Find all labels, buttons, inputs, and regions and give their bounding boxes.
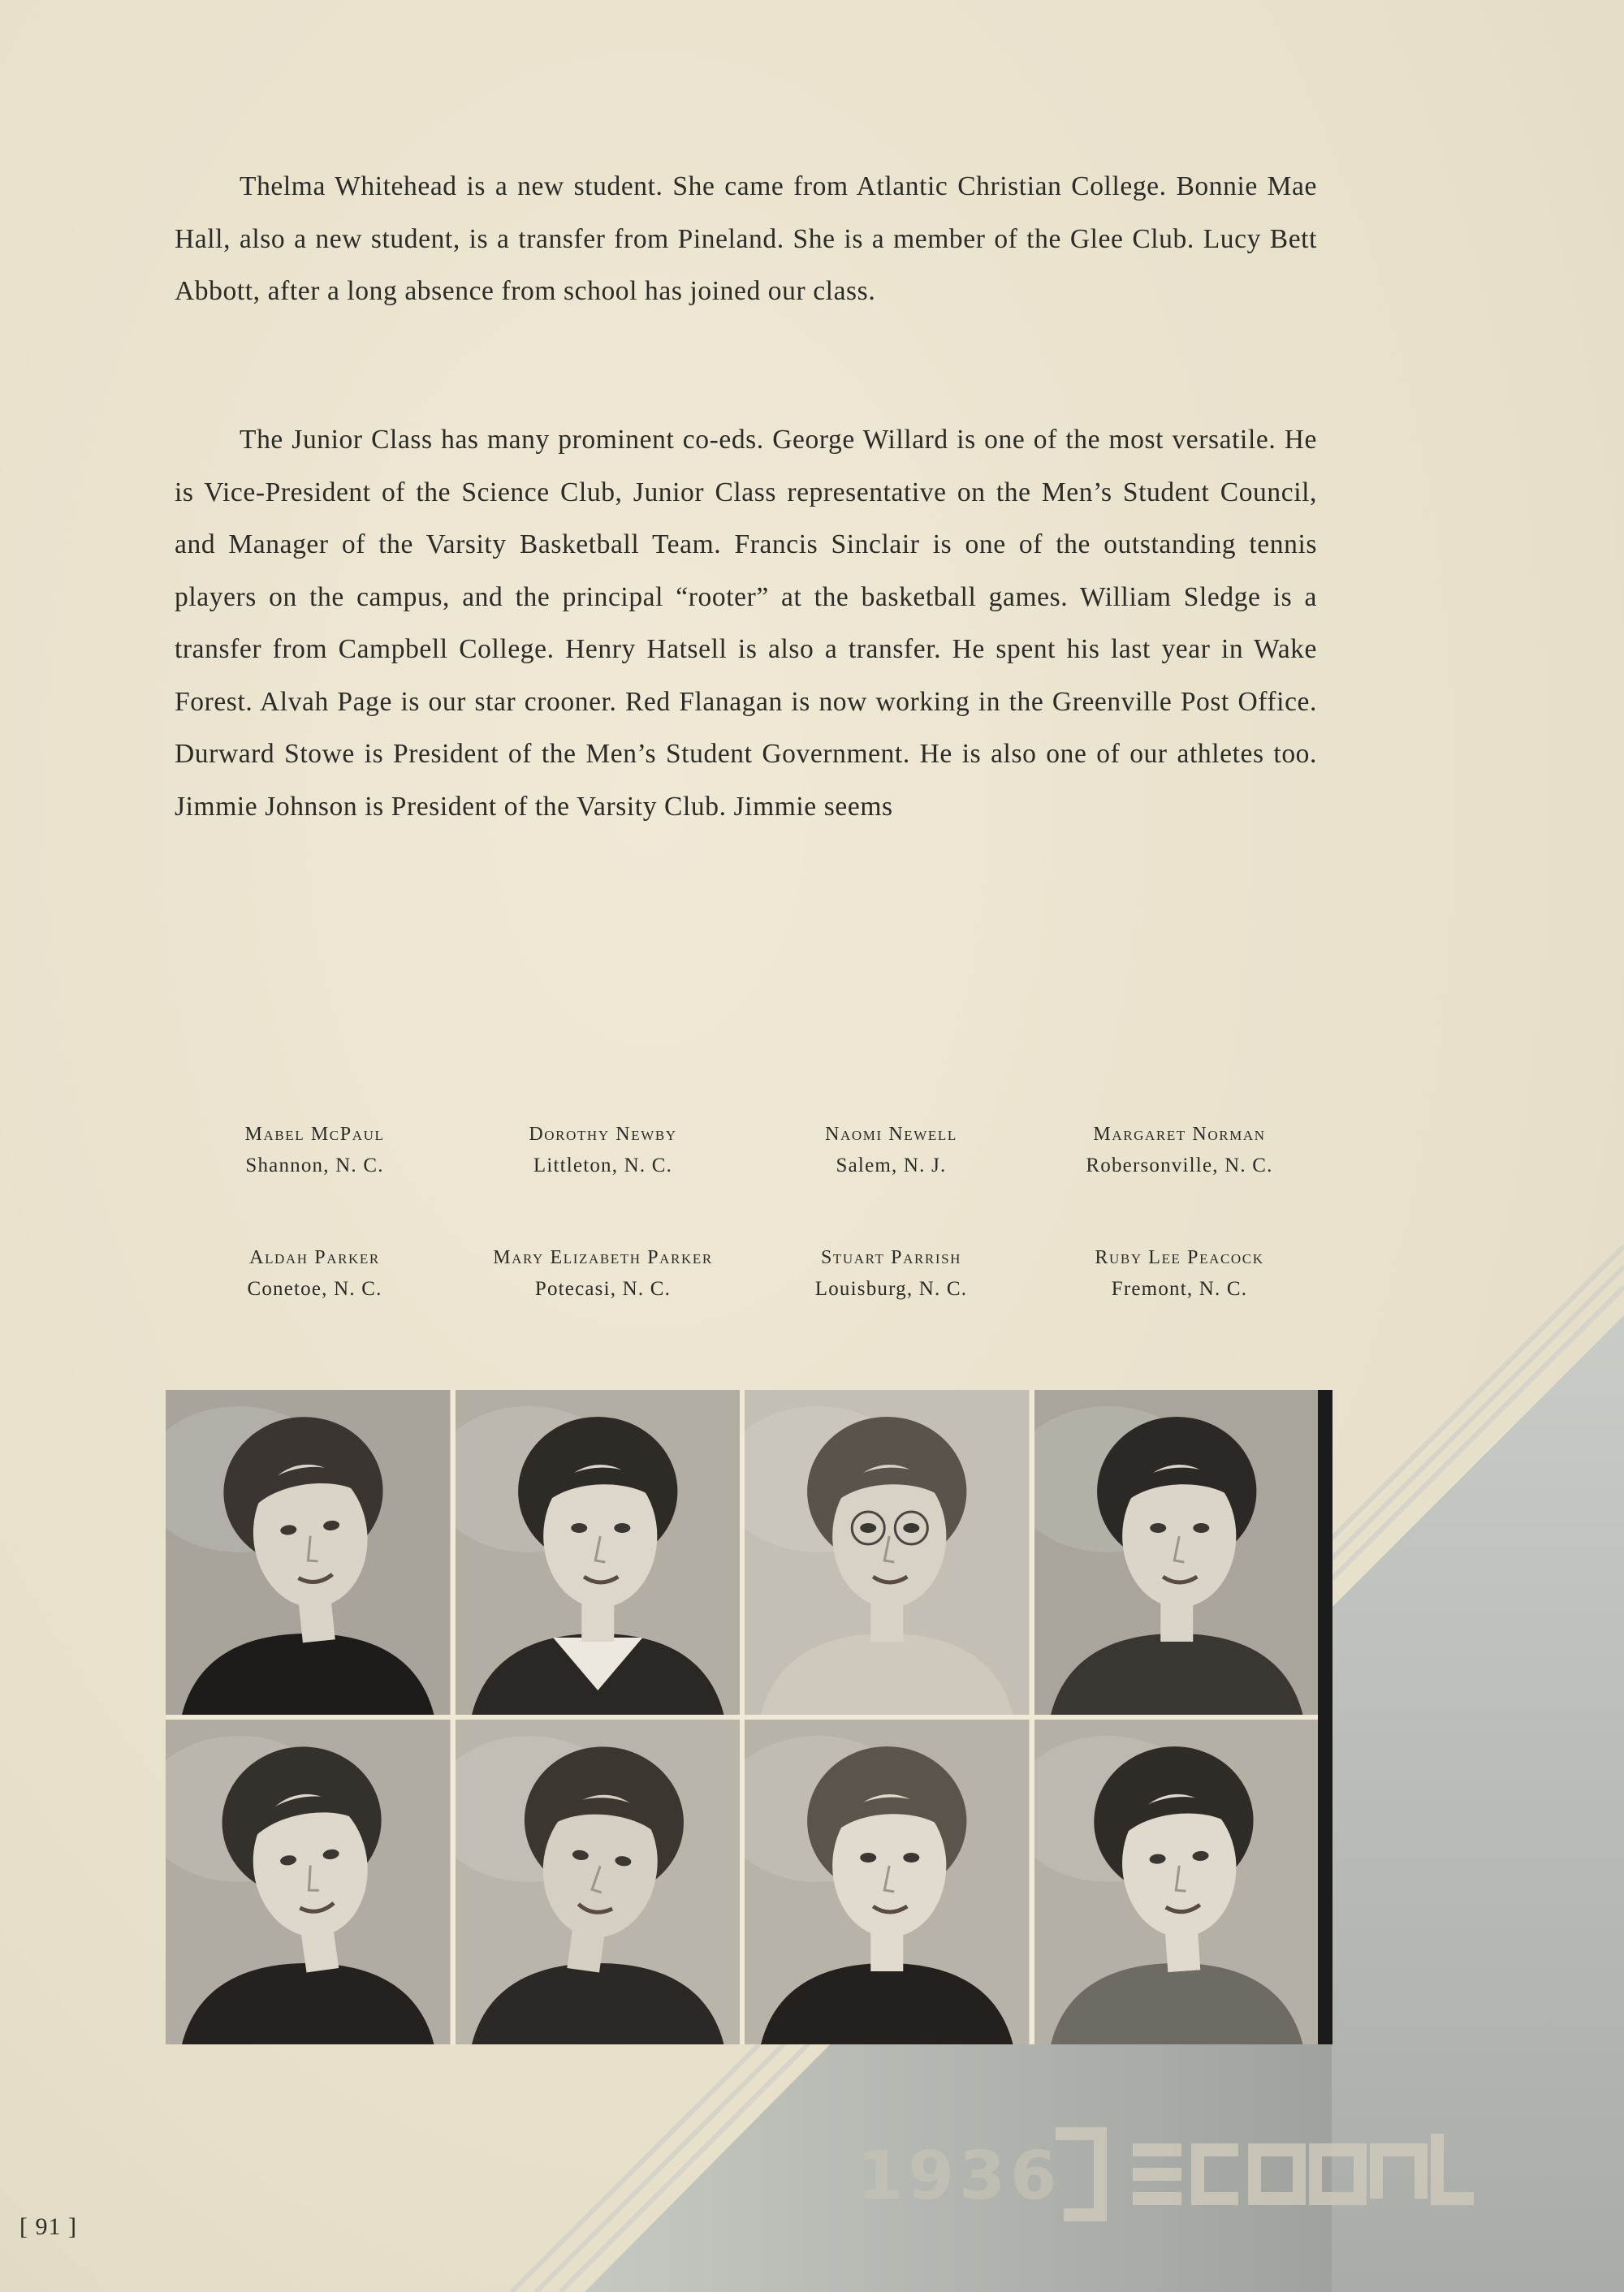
student-portrait — [1034, 1390, 1320, 1715]
student-entry — [1035, 1120, 1324, 1184]
portrait-eye-left — [571, 1523, 587, 1533]
intro-paragraph-text: Thelma Whitehead is a new student. She came from Atlantic Christian College. Bonnie Mae Hall, also a new student, is a transfer from Pineland. She is a member of the Glee Club. Lucy Bett Abbott, after a long absence from school has joined our class. — [175, 171, 1317, 306]
student-name: Margaret Norman — [1093, 1124, 1266, 1145]
student-portrait — [166, 1720, 451, 2044]
student-portrait — [166, 1390, 451, 1715]
student-name: Dorothy Newby — [529, 1124, 677, 1145]
student-portrait — [456, 1390, 741, 1715]
portrait-grid — [166, 1390, 1319, 2044]
portrait-eye-right — [614, 1523, 630, 1533]
portrait-eye-right — [903, 1523, 919, 1533]
student-entry — [459, 1244, 747, 1307]
portrait-eye-left — [860, 1523, 876, 1533]
student-portrait — [745, 1720, 1030, 2044]
svg-text:1936: 1936 — [857, 2138, 1062, 2215]
student-entry — [171, 1120, 459, 1184]
portrait-photo — [745, 1720, 1030, 2044]
student-portrait — [745, 1390, 1030, 1715]
student-portrait — [1034, 1720, 1320, 2044]
student-hometown: Potecasi, N. C. — [534, 1278, 672, 1300]
student-name: Mary Elizabeth Parker — [493, 1247, 713, 1268]
portrait-photo — [166, 1720, 451, 2044]
portrait-photo — [1034, 1390, 1320, 1715]
student-entry — [171, 1244, 459, 1307]
student-name: Naomi Newell — [825, 1124, 957, 1145]
page-number: [ 91 ] — [19, 2213, 77, 2240]
yearbook-logo — [857, 2117, 1474, 2223]
student-hometown: Salem, N. J. — [836, 1155, 947, 1176]
yearbook-logo-graphic — [857, 2117, 1474, 2223]
portrait-photo — [166, 1390, 451, 1715]
student-entry — [747, 1244, 1035, 1307]
portrait-eye-left — [1150, 1523, 1166, 1533]
student-entry — [459, 1120, 747, 1184]
student-name: Stuart Parrish — [820, 1247, 962, 1268]
name-row-bottom — [171, 1244, 1324, 1307]
junior-class-paragraph-text: The Junior Class has many prominent co-eds. George Willard is one of the most versatile. He is Vice-President of the Science Club, Junior Class representative on the Men’s Student Council, and Manager of the Varsity Basketball Team. Francis Sinclair is one of the outstanding tennis players on the campus, and the principal “rooter” at the basketball games. William Sledge is a transfer from Campbell College. Henry Hatsell is also a transfer. He spent his last year in Wake Forest. Alvah Page is our star crooner. Red Flanagan is now working in the Greenville Post Office. Durward Stowe is President of the Men’s Student Government. He is also one of our athletes too. Jimmie Johnson is President of the Varsity Club. Jimmie seems — [175, 425, 1317, 822]
portrait-photo — [745, 1390, 1030, 1715]
student-name: Aldah Parker — [249, 1247, 380, 1268]
student-hometown: Shannon, N. C. — [245, 1155, 384, 1176]
portrait-eye-right — [1193, 1523, 1209, 1533]
portrait-photo — [456, 1390, 741, 1715]
student-hometown: Littleton, N. C. — [533, 1155, 673, 1176]
student-name: Mabel McPaul — [244, 1124, 385, 1145]
name-row-top — [171, 1120, 1324, 1184]
student-name: Ruby Lee Peacock — [1095, 1247, 1264, 1268]
intro-paragraph — [175, 161, 1317, 318]
portrait-eye-right — [903, 1853, 919, 1863]
student-entry — [747, 1120, 1035, 1184]
student-hometown: Robersonville, N. C. — [1086, 1155, 1273, 1176]
student-name-list — [171, 1120, 1324, 1367]
student-portrait — [456, 1720, 741, 2044]
portrait-eye-left — [860, 1853, 876, 1863]
student-entry — [1035, 1244, 1324, 1307]
student-hometown: Louisburg, N. C. — [814, 1278, 968, 1300]
portrait-photo — [456, 1720, 741, 2044]
portrait-photo — [1034, 1720, 1320, 2044]
student-hometown: Fremont, N. C. — [1111, 1278, 1248, 1300]
student-hometown: Conetoe, N. C. — [247, 1278, 382, 1300]
portrait-grid-edge — [1318, 1390, 1332, 2044]
junior-class-paragraph — [175, 414, 1317, 833]
